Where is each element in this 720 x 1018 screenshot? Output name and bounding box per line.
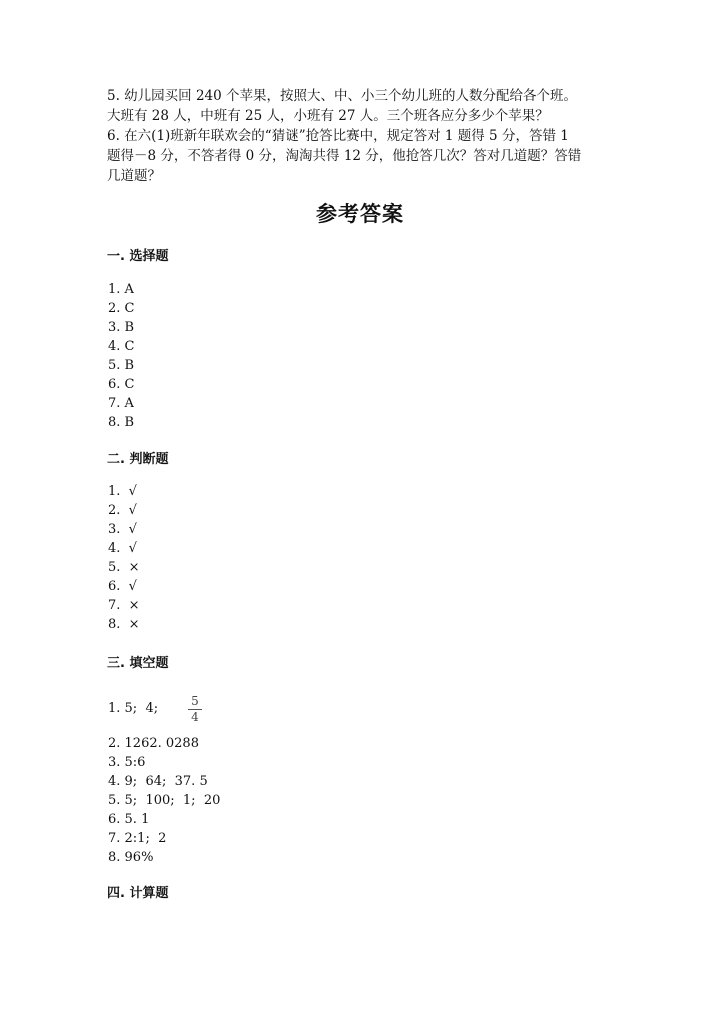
answer-list-choice <box>108 280 134 432</box>
section-heading-calc: 四. 计算题 <box>107 886 169 901</box>
answer-item: 7. A <box>108 396 134 411</box>
answer-item: 8. 96% <box>108 850 154 865</box>
answer-item: 6. 5. 1 <box>108 812 150 827</box>
answer-item: 1. 5; 4; <box>108 701 159 716</box>
answer-item: 1. A <box>108 282 134 297</box>
problem-line: 5. 幼儿园买回 240 个苹果，按照大、中、小三个幼儿班的人数分配给各个班。 <box>107 88 578 104</box>
answer-list-judge <box>108 482 140 634</box>
section-heading-fill: 三. 填空题 <box>107 656 169 671</box>
answer-item: 2. C <box>108 301 135 316</box>
answer-item: 2. 1262. 0288 <box>108 736 199 751</box>
problem-text-block <box>107 86 627 186</box>
answer-item: 8. B <box>108 415 135 430</box>
answer-item: 4. C <box>108 339 135 354</box>
fraction <box>188 695 202 724</box>
answer-item: 1. √ <box>108 484 137 499</box>
answer-item: 3. B <box>108 320 135 335</box>
problem-line: 大班有 28 人，中班有 25 人，小班有 27 人。三个班各应分多少个苹果？ <box>107 108 549 124</box>
answer-title: 参考答案 <box>316 202 404 226</box>
answer-item: 4. √ <box>108 541 137 556</box>
answer-item: 8. × <box>108 617 140 632</box>
answer-item: 5. 5; 100; 1; 20 <box>108 793 221 808</box>
answer-item: 7. 2:1; 2 <box>108 831 167 846</box>
section-heading-judge: 二. 判断题 <box>107 452 169 467</box>
fraction-numerator: 5 <box>191 694 199 708</box>
answer-item: 2. √ <box>108 503 137 518</box>
answer-item: 5. × <box>108 560 140 575</box>
problem-line: 题得－8 分，不答者得 0 分，淘淘共得 12 分，他抢答几次？答对几道题？答错 <box>107 148 582 164</box>
fraction-denominator: 4 <box>191 710 199 724</box>
problem-line: 几道题？ <box>107 168 161 184</box>
answer-item: 7. × <box>108 598 140 613</box>
section-heading-choice: 一. 选择题 <box>107 249 169 264</box>
problem-line: 6. 在六(1)班新年联欢会的“猜谜”抢答比赛中，规定答对 1 题得 5 分，答错 1 <box>107 128 569 144</box>
answer-item: 5. B <box>108 358 135 373</box>
answer-item: 3. 5:6 <box>108 755 146 770</box>
answer-item: 3. √ <box>108 522 137 537</box>
answer-item: 6. √ <box>108 579 137 594</box>
answer-item: 6. C <box>108 377 135 392</box>
answer-list-fill <box>108 734 220 867</box>
answer-item: 4. 9; 64; 37. 5 <box>108 774 208 789</box>
